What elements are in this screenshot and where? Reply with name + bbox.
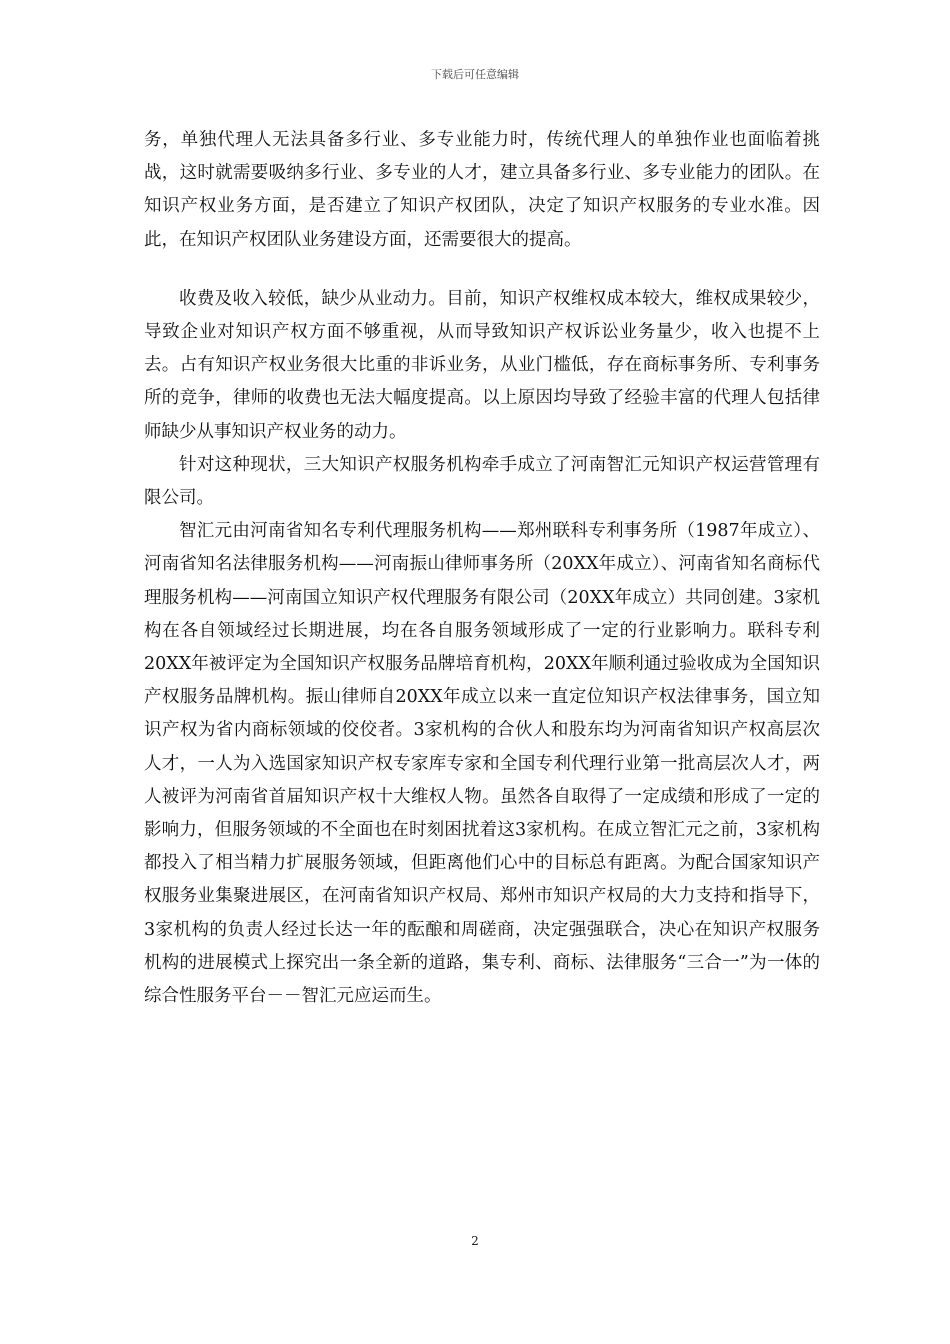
- paragraph-continuation: 务，单独代理人无法具备多行业、多专业能力时，传统代理人的单独作业也面临着挑战，这时就需要吸纳多行业、多专业的人才，建立具备多行业、多专业能力的团队。在知识产权业务方面，是否建立了知识产权团队，决定了知识产权服务的专业水准。因此，在知识产权团队业务建设方面，还需要很大的提高。: [144, 130, 820, 250]
- document-body: [144, 124, 820, 1013]
- page-header: 下载后可任意编辑: [431, 68, 519, 81]
- paragraph-fees: 收费及收入较低，缺少从业动力。目前，知识产权维权成本较大，维权成果较少，导致企业对知识产权方面不够重视，从而导致知识产权诉讼业务量少，收入也提不上去。占有知识产权业务很大比重的非诉业务，从业门槛低，存在商标事务所、专利事务所的竞争，律师的收费也无法大幅度提高。以上原因均导致了经验丰富的代理人包括律师缺少从事知识产权业务的动力。: [144, 288, 820, 442]
- page-number: 2: [471, 1234, 479, 1248]
- paragraph-zhihuiyuan: 智汇元由河南省知名专利代理服务机构——郑州联科专利事务所（1987年成立）、河南省知名法律服务机构——河南振山律师事务所（20XX年成立）、河南省知名商标代理服务机构——河南国立知识产权代理服务有限公司（20XX年成立）共同创建。3家机构在各自领域经过长期进展，均在各自服务领域形成了一定的行业影响力。联科专利20XX年被评定为全国知识产权服务品牌培育机构，20XX年顺利通过验收成为全国知识产权服务品牌机构。振山律师自20XX年成立以来一直定位知识产权法律事务，国立知识产权为省内商标领域的佼佼者。3家机构的合伙人和股东均为河南省知识产权高层次人才，一人为入选国家知识产权专家库专家和全国专利代理行业第一批高层次人才，两人被评为河南省首届知识产权十大维权人物。虽然各自取得了一定成绩和形成了一定的影响力，但服务领域的不全面也在时刻困扰着这3家机构。在成立智汇元之前，3家机构都投入了相当精力扩展服务领域，但距离他们心中的目标总有距离。为配合国家知识产权服务业集聚进展区，在河南省知识产权局、郑州市知识产权局的大力支持和指导下，3家机构的负责人经过长达一年的酝酿和周磋商，决定强强联合，决心在知识产权服务机构的进展模式上探究出一条全新的道路，集专利、商标、法律服务“三合一”为一体的综合性服务平台－－智汇元应运而生。: [144, 521, 820, 1007]
- paragraph-founding: 针对这种现状，三大知识产权服务机构牵手成立了河南智汇元知识产权运营管理有限公司。: [144, 454, 820, 509]
